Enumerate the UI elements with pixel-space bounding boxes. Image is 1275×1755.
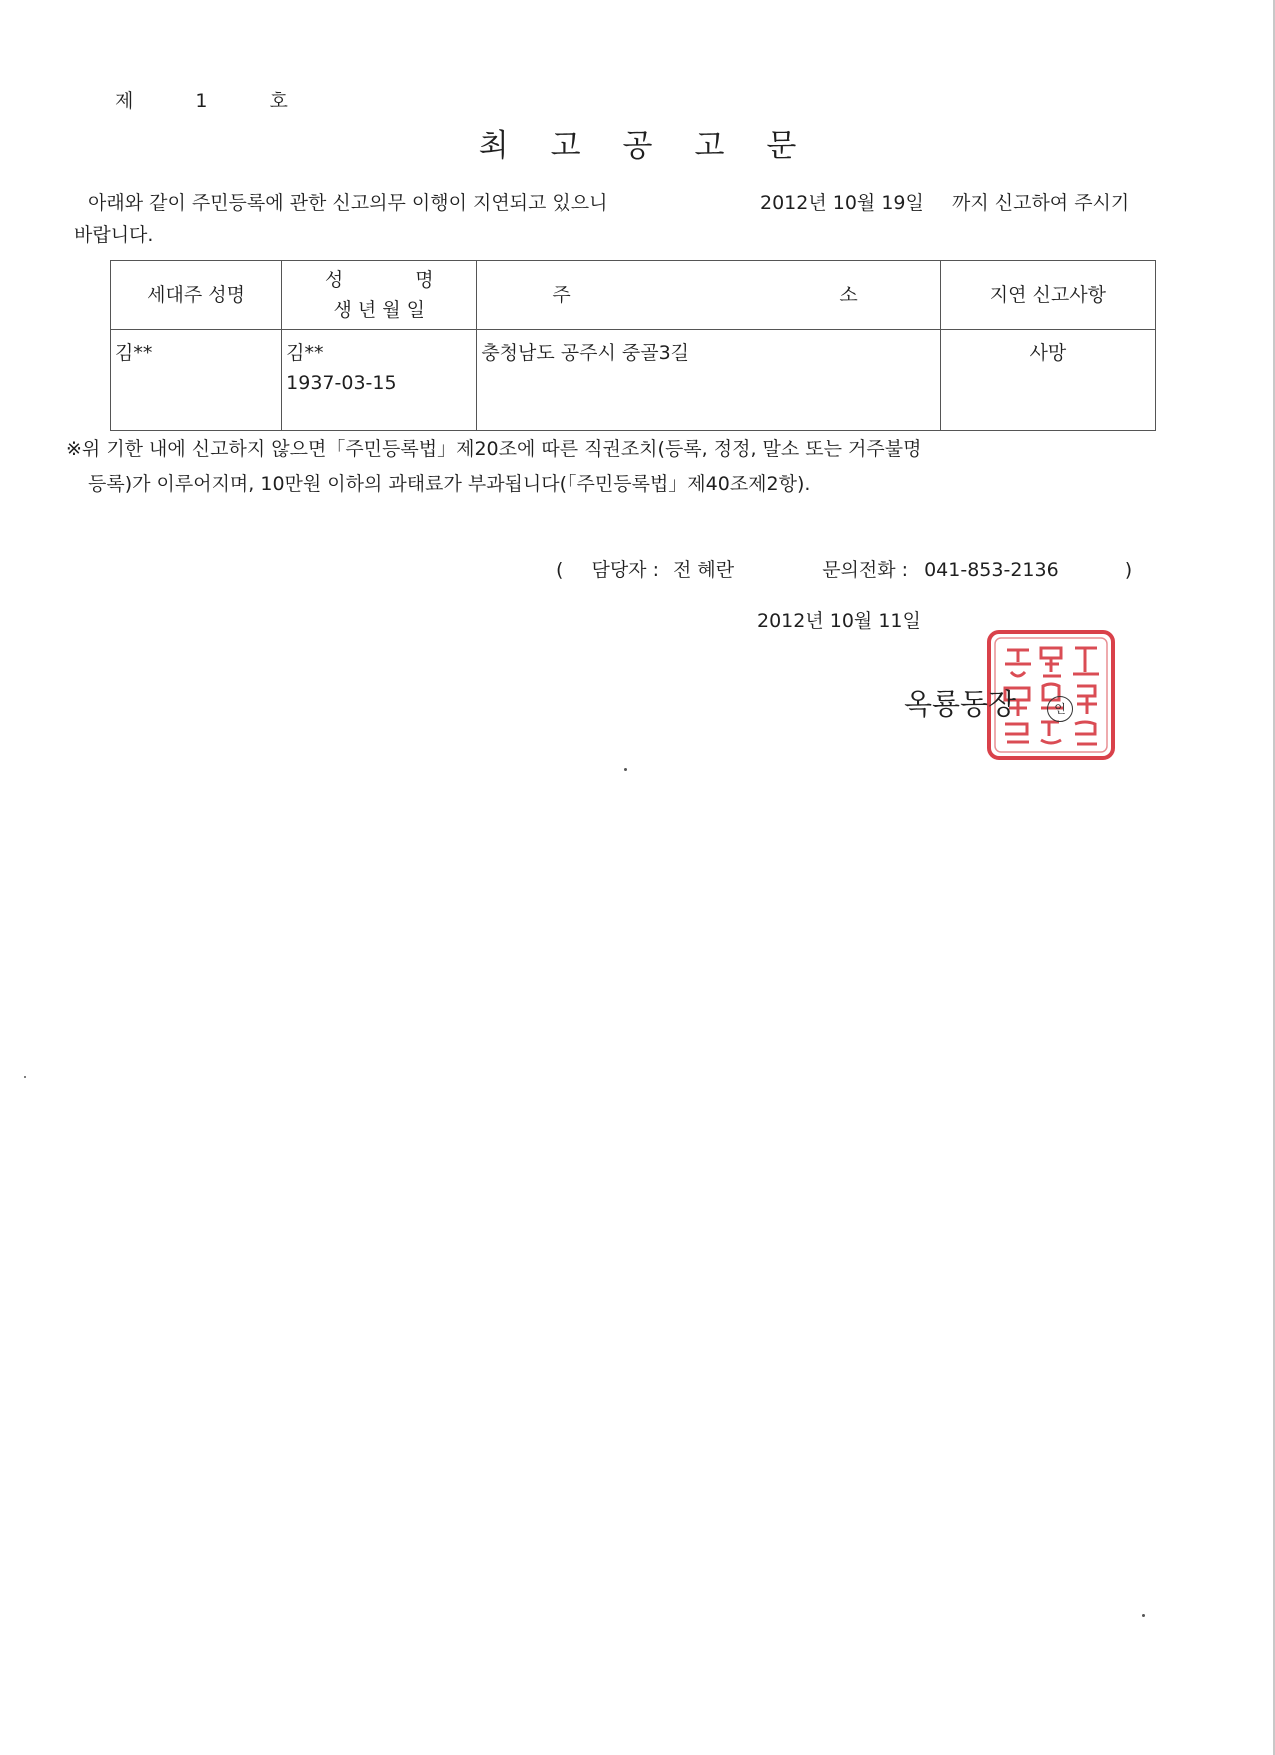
header-name-part2: 명 [415,269,434,291]
page-title [0,120,1275,165]
table-header-row [111,261,1156,330]
document-number [115,86,288,113]
official-title: 옥룡동장 [904,687,1017,721]
seal-mark: 인 [1047,696,1073,722]
cell-birth: 1937-03-15 [286,372,397,394]
cell-address: 충청남도 공주시 중골3길 [477,330,940,431]
table-row [111,330,1156,431]
header-householder: 세대주 성명 [111,261,282,330]
doc-no-value: 1 [195,90,208,112]
title-char: 고 [550,128,581,164]
title-char: 최 [478,128,509,164]
header-birth: 생 년 월 일 [333,299,426,321]
contact-person: 전 혜란 [673,559,735,581]
intro-line-1: 아래와 같이 주민등록에 관한 신고의무 이행이 지연되고 있으니 [88,192,608,214]
intro-line-2: 바랍니다. [74,224,154,246]
cell-name: 김** [286,342,324,364]
contact-close: ) [1124,559,1133,581]
scan-speck [24,1076,26,1078]
cell-name-birth [282,330,477,431]
notice-table [110,260,1156,431]
warning-line-2: 등록)가 이루어지며, 10만원 이하의 과태료가 부과됩니다(「주민등록법」제40조제2항). [88,473,811,495]
header-name-birth [282,261,477,330]
intro-tail: 까지 신고하여 주시기 [952,192,1130,214]
cell-matter: 사망 [940,330,1155,431]
title-char: 문 [766,128,797,164]
header-address-part2: 소 [839,284,858,306]
contact-open: ( [556,559,564,581]
header-name [282,265,476,295]
title-char: 공 [622,128,653,164]
cell-householder: 김** [111,330,282,431]
contact-phone: 041-853-2136 [924,559,1059,581]
scan-speck [1142,1614,1145,1617]
doc-no-suffix: 호 [269,90,288,112]
issue-date: 2012년 10월 11일 [757,610,921,632]
contact-info [556,555,1132,582]
header-matter: 지연 신고사항 [940,261,1155,330]
scan-speck [624,768,627,771]
doc-no-label: 제 [115,90,134,112]
deadline-date: 2012년 10월 19일 [760,192,924,214]
title-char: 고 [694,128,725,164]
header-name-part1: 성 [324,269,344,291]
contact-person-label: 담당자 : [591,559,659,581]
warning-line-1: ※위 기한 내에 신고하지 않으면「주민등록법」제20조에 따른 직권조치(등록, 정정, 말소 또는 거주불명 [66,438,922,460]
header-address-part1: 주 [552,284,571,306]
header-address [477,261,940,330]
contact-phone-label: 문의전화 : [822,559,909,581]
